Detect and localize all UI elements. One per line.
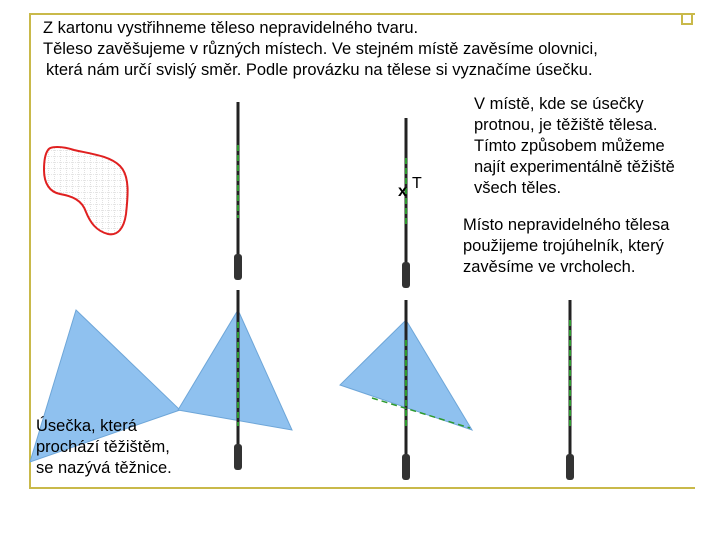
plumb-line-2 [402, 118, 410, 288]
caption-line-2: prochází těžištěm, [36, 438, 170, 456]
plumb-line-1 [234, 102, 242, 280]
centroid-label: T [412, 175, 422, 192]
plumb-weight-4 [402, 454, 410, 480]
triangle-line-3: zavěsíme ve vrcholech. [463, 258, 636, 276]
irregular-shape [40, 140, 135, 240]
centroid-marker [398, 175, 422, 200]
right-line-3: Tímto způsobem můžeme [474, 137, 665, 155]
triangle-line-2: použijeme trojúhelník, který [463, 237, 664, 255]
intro-line-1: Z kartonu vystřihneme těleso nepravidelného tvaru. [43, 19, 419, 37]
right-line-2: protnou, je těžiště tělesa. [474, 116, 658, 134]
centroid-x: x [398, 183, 407, 200]
plumb-weight-5 [566, 454, 574, 480]
caption-line-1: Úsečka, která [36, 417, 137, 435]
plumb-weight-1 [234, 254, 242, 280]
triangle-line-1: Místo nepravidelného tělesa [463, 216, 670, 234]
plumb-line-5 [566, 300, 574, 480]
intro-line-2: Těleso zavěšujeme v různých místech. Ve stejném místě zavěsíme olovnici, [43, 40, 598, 58]
right-line-1: V místě, kde se úsečky [474, 95, 644, 113]
intro-line-3: která nám určí svislý směr. Podle provázku na tělese si vyznačíme úsečku. [46, 61, 593, 79]
plumb-weight-2 [402, 262, 410, 288]
hanging-triangle-3 [340, 300, 472, 480]
right-line-5: všech těles. [474, 179, 562, 197]
right-line-4: najít experimentálně těžiště [474, 158, 675, 176]
caption-line-3: se nazývá těžnice. [36, 459, 172, 477]
plumb-weight-3 [234, 444, 242, 470]
median-caption [36, 416, 216, 479]
